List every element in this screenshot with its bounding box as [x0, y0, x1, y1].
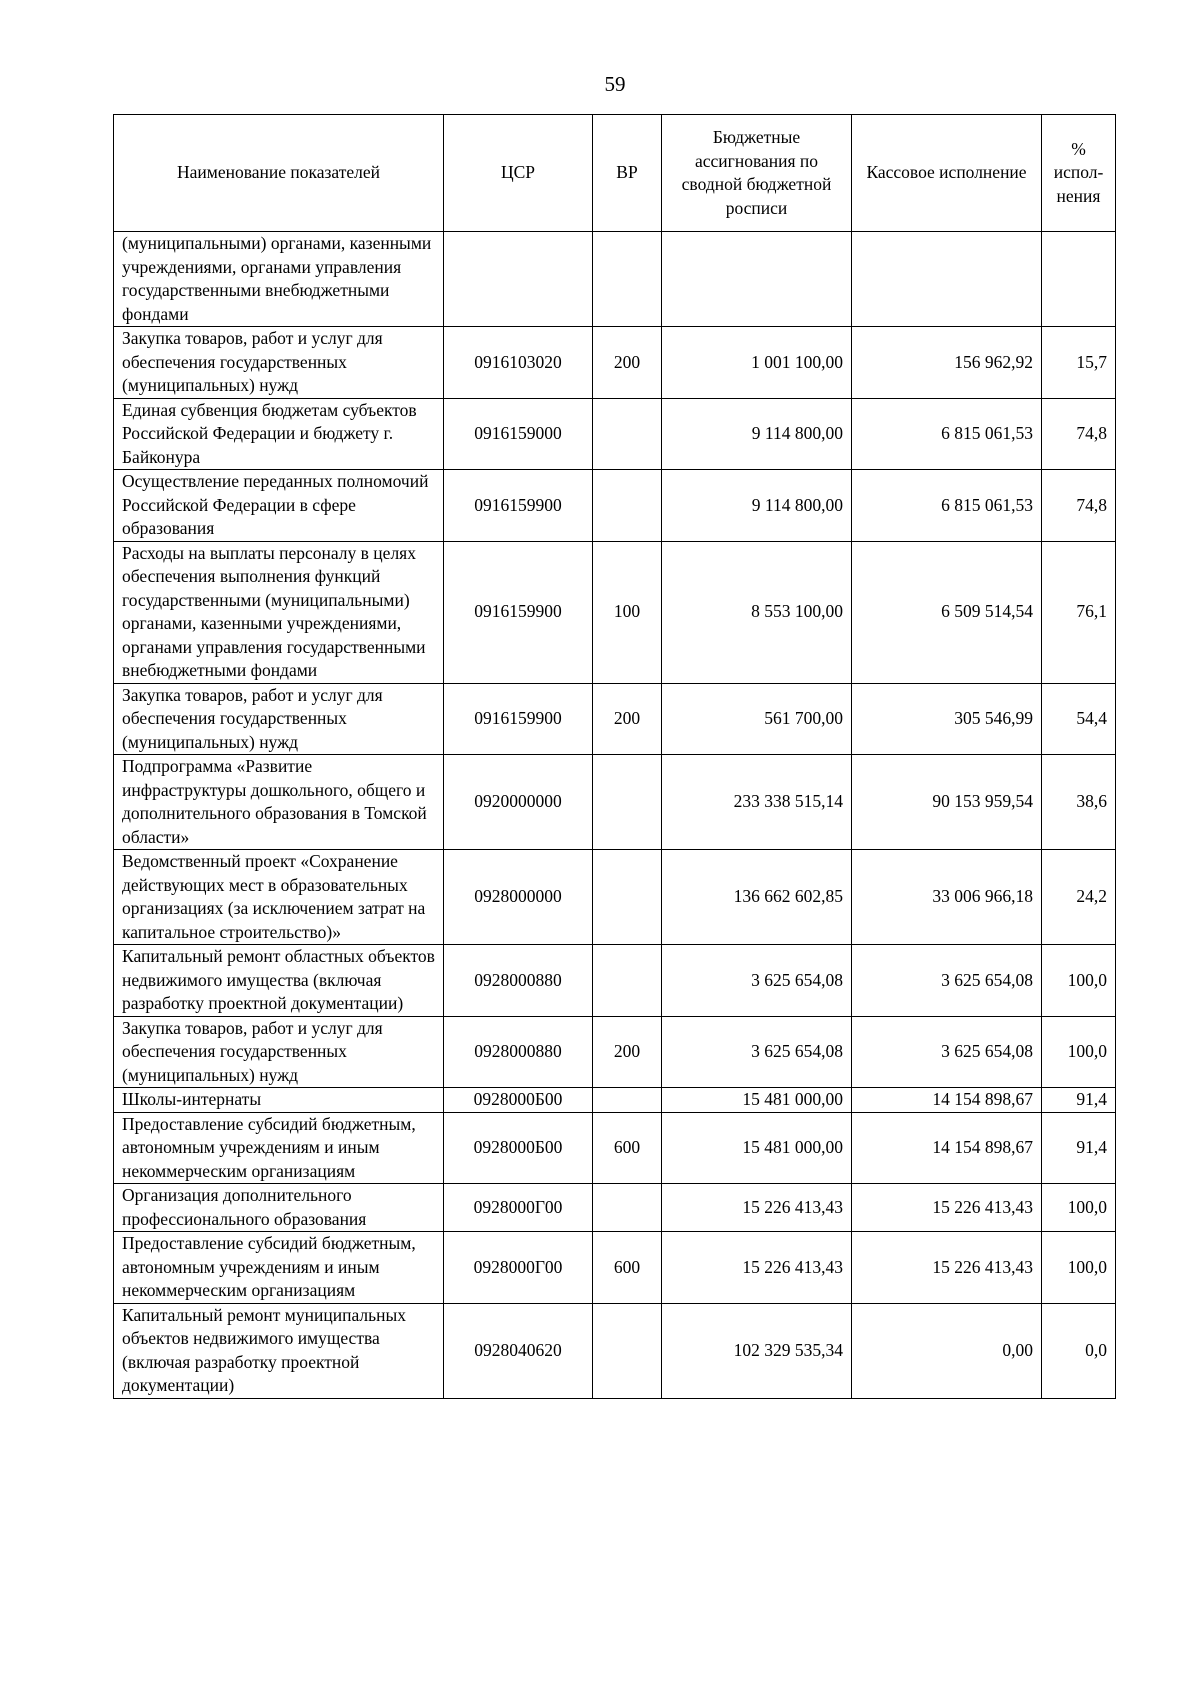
cell-csr: 0928000Г00	[444, 1232, 593, 1304]
cell-name: Капитальный ремонт муниципальных объектов недвижимого имущества (включая разработку проектной документации)	[114, 1303, 444, 1398]
cell-execution: 14 154 898,67	[852, 1112, 1042, 1184]
table-row	[114, 1303, 1116, 1398]
cell-vr: 200	[593, 327, 662, 399]
table-row	[114, 850, 1116, 945]
table-row	[114, 327, 1116, 399]
cell-allocation: 233 338 515,14	[662, 755, 852, 850]
budget-execution-table	[113, 114, 1116, 1399]
cell-percent	[1042, 232, 1116, 327]
cell-percent: 76,1	[1042, 541, 1116, 683]
cell-name: Расходы на выплаты персоналу в целях обеспечения выполнения функций государственными (муниципальными) органами, казенными учреждениями, органами управления государственными внебюджетными фондами	[114, 541, 444, 683]
cell-csr: 0928000000	[444, 850, 593, 945]
cell-vr	[593, 1303, 662, 1398]
table-row	[114, 755, 1116, 850]
cell-percent: 100,0	[1042, 1184, 1116, 1232]
cell-execution: 3 625 654,08	[852, 1016, 1042, 1088]
cell-execution: 15 226 413,43	[852, 1184, 1042, 1232]
cell-vr	[593, 232, 662, 327]
cell-execution: 305 546,99	[852, 683, 1042, 755]
table-header-row	[114, 115, 1116, 232]
cell-allocation: 9 114 800,00	[662, 398, 852, 470]
header-allocation: Бюджетные ассигнования по сводной бюджетной росписи	[662, 115, 852, 232]
cell-percent: 100,0	[1042, 1232, 1116, 1304]
cell-execution: 33 006 966,18	[852, 850, 1042, 945]
cell-csr: 0928000Б00	[444, 1112, 593, 1184]
cell-allocation: 15 481 000,00	[662, 1088, 852, 1113]
cell-csr: 0916103020	[444, 327, 593, 399]
cell-name: Закупка товаров, работ и услуг для обеспечения государственных (муниципальных) нужд	[114, 1016, 444, 1088]
table-row	[114, 683, 1116, 755]
cell-execution: 156 962,92	[852, 327, 1042, 399]
table-row	[114, 1232, 1116, 1304]
header-percent: % испол-нения	[1042, 115, 1116, 232]
cell-name: Подпрограмма «Развитие инфраструктуры дошкольного, общего и дополнительного образования в Томской области»	[114, 755, 444, 850]
table-row	[114, 1088, 1116, 1113]
cell-name: Школы-интернаты	[114, 1088, 444, 1113]
table-row	[114, 541, 1116, 683]
cell-execution	[852, 232, 1042, 327]
table-row	[114, 398, 1116, 470]
header-vr: ВР	[593, 115, 662, 232]
cell-name: Организация дополнительного профессионального образования	[114, 1184, 444, 1232]
cell-allocation: 102 329 535,34	[662, 1303, 852, 1398]
cell-name: Капитальный ремонт областных объектов недвижимого имущества (включая разработку проектной документации)	[114, 945, 444, 1017]
cell-csr: 0928000880	[444, 945, 593, 1017]
header-execution: Кассовое исполнение	[852, 115, 1042, 232]
cell-allocation: 3 625 654,08	[662, 945, 852, 1017]
cell-vr	[593, 1184, 662, 1232]
cell-execution: 14 154 898,67	[852, 1088, 1042, 1113]
cell-allocation: 561 700,00	[662, 683, 852, 755]
table-row	[114, 1112, 1116, 1184]
cell-percent: 91,4	[1042, 1112, 1116, 1184]
cell-execution: 3 625 654,08	[852, 945, 1042, 1017]
cell-vr	[593, 398, 662, 470]
cell-csr: 0916159000	[444, 398, 593, 470]
cell-name: Осуществление переданных полномочий Российской Федерации в сфере образования	[114, 470, 444, 542]
cell-execution: 6 815 061,53	[852, 470, 1042, 542]
cell-allocation: 8 553 100,00	[662, 541, 852, 683]
cell-percent: 0,0	[1042, 1303, 1116, 1398]
cell-vr	[593, 755, 662, 850]
cell-allocation: 3 625 654,08	[662, 1016, 852, 1088]
cell-vr: 100	[593, 541, 662, 683]
header-name: Наименование показателей	[114, 115, 444, 232]
cell-vr: 600	[593, 1232, 662, 1304]
cell-allocation: 1 001 100,00	[662, 327, 852, 399]
table-row	[114, 232, 1116, 327]
cell-vr	[593, 850, 662, 945]
cell-vr	[593, 1088, 662, 1113]
cell-name: Единая субвенция бюджетам субъектов Российской Федерации и бюджету г. Байконура	[114, 398, 444, 470]
table-body	[114, 232, 1116, 1399]
table-row	[114, 1016, 1116, 1088]
cell-allocation: 15 226 413,43	[662, 1232, 852, 1304]
cell-allocation: 15 226 413,43	[662, 1184, 852, 1232]
cell-percent: 74,8	[1042, 470, 1116, 542]
cell-execution: 6 815 061,53	[852, 398, 1042, 470]
cell-vr: 200	[593, 1016, 662, 1088]
cell-percent: 24,2	[1042, 850, 1116, 945]
cell-percent: 91,4	[1042, 1088, 1116, 1113]
table-row	[114, 945, 1116, 1017]
cell-name: Ведомственный проект «Сохранение действующих мест в образовательных организациях (за исключением затрат на капитальное строительство)»	[114, 850, 444, 945]
cell-csr: 0928000880	[444, 1016, 593, 1088]
cell-name: Закупка товаров, работ и услуг для обеспечения государственных (муниципальных) нужд	[114, 327, 444, 399]
cell-percent: 38,6	[1042, 755, 1116, 850]
cell-vr	[593, 470, 662, 542]
cell-execution: 90 153 959,54	[852, 755, 1042, 850]
cell-name: Предоставление субсидий бюджетным, автономным учреждениям и иным некоммерческим организациям	[114, 1232, 444, 1304]
page-number: 59	[604, 72, 626, 96]
cell-csr: 0920000000	[444, 755, 593, 850]
table-row	[114, 1184, 1116, 1232]
cell-percent: 15,7	[1042, 327, 1116, 399]
cell-vr: 600	[593, 1112, 662, 1184]
cell-allocation: 136 662 602,85	[662, 850, 852, 945]
cell-csr: 0916159900	[444, 541, 593, 683]
cell-csr: 0916159900	[444, 470, 593, 542]
cell-allocation: 9 114 800,00	[662, 470, 852, 542]
table-row	[114, 470, 1116, 542]
cell-percent: 100,0	[1042, 945, 1116, 1017]
cell-name: (муниципальными) органами, казенными учреждениями, органами управления государственными внебюджетными фондами	[114, 232, 444, 327]
cell-allocation: 15 481 000,00	[662, 1112, 852, 1184]
cell-percent: 54,4	[1042, 683, 1116, 755]
cell-execution: 6 509 514,54	[852, 541, 1042, 683]
header-csr: ЦСР	[444, 115, 593, 232]
cell-csr: 0928000Г00	[444, 1184, 593, 1232]
cell-allocation	[662, 232, 852, 327]
cell-execution: 0,00	[852, 1303, 1042, 1398]
cell-vr: 200	[593, 683, 662, 755]
cell-csr	[444, 232, 593, 327]
cell-percent: 100,0	[1042, 1016, 1116, 1088]
cell-csr: 0928040620	[444, 1303, 593, 1398]
cell-csr: 0928000Б00	[444, 1088, 593, 1113]
cell-vr	[593, 945, 662, 1017]
cell-name: Закупка товаров, работ и услуг для обеспечения государственных (муниципальных) нужд	[114, 683, 444, 755]
cell-name: Предоставление субсидий бюджетным, автономным учреждениям и иным некоммерческим организациям	[114, 1112, 444, 1184]
cell-percent: 74,8	[1042, 398, 1116, 470]
cell-execution: 15 226 413,43	[852, 1232, 1042, 1304]
cell-csr: 0916159900	[444, 683, 593, 755]
